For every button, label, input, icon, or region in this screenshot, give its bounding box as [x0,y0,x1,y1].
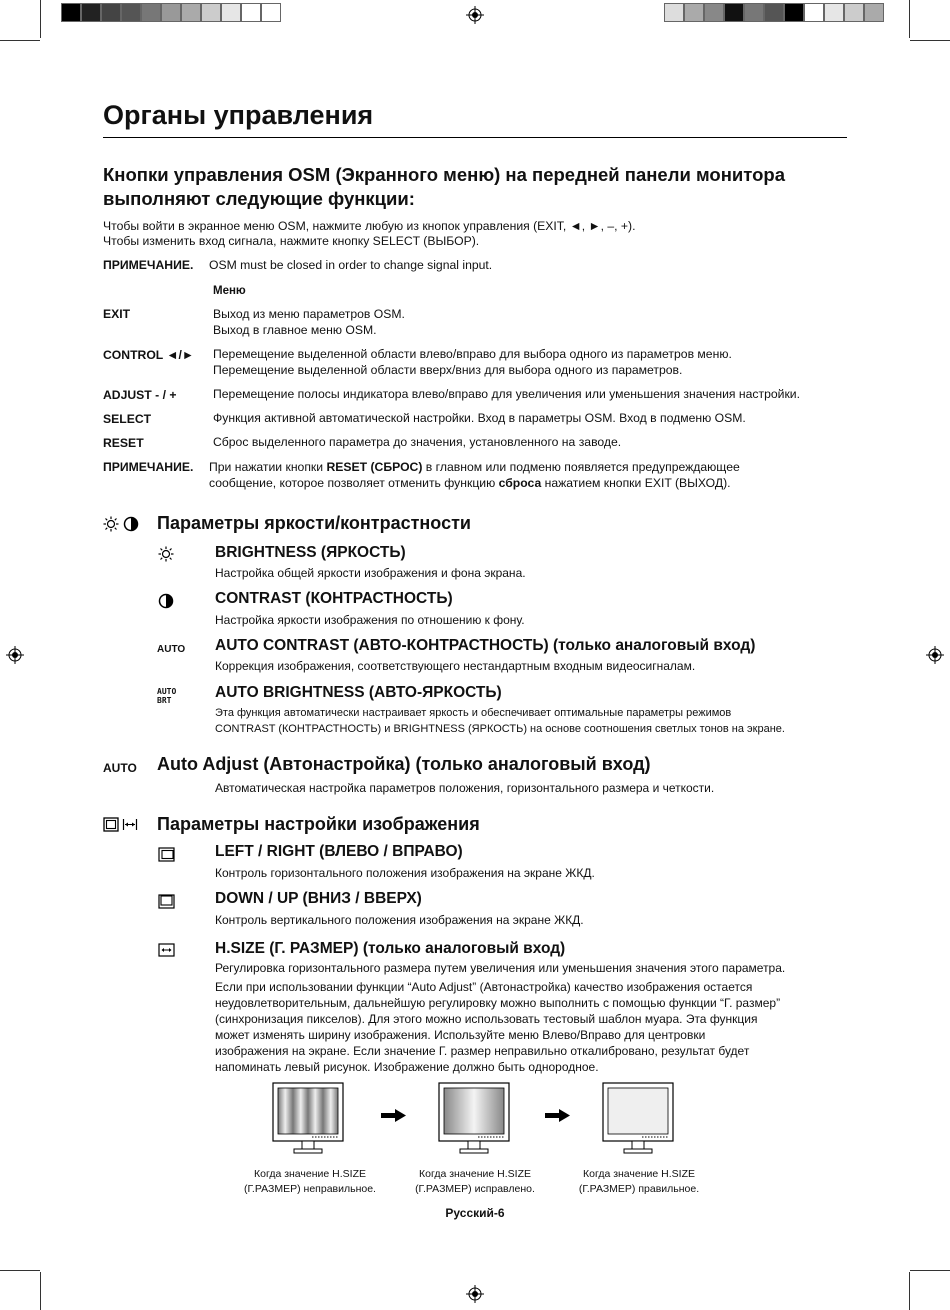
contrast-icon [123,516,139,532]
section-title-brightness: Параметры яркости/контрастности [157,513,471,533]
item-desc: может изменять ширину изображения. Используйте меню Влево/Вправо для центровки [215,1028,706,1042]
item-title: LEFT / RIGHT (ВЛЕВО / ВПРАВО) [215,843,463,860]
control-label-exit: EXIT [103,307,131,321]
figure-caption: Когда значение H.SIZE (Г.РАЗМЕР) правильное. [578,1168,700,1195]
item-title: BRIGHTNESS (ЯРКОСТЬ) [215,544,406,561]
brightness-icon [103,516,119,532]
item-desc: Настройка яркости изображения по отношению к фону. [215,613,525,627]
figure-caption: Когда значение H.SIZE (Г.РАЗМЕР) исправлено. [415,1168,535,1195]
item-desc: Настройка общей яркости изображения и фона экрана. [215,566,526,580]
item-title: H.SIZE (Г. РАЗМЕР) (только аналоговый вход) [215,940,566,957]
monitor-image-correct [602,1082,674,1162]
item-desc: напоминать левый рисунок. Изображение должно быть однородное. [215,1060,599,1074]
crop-mark [909,0,910,38]
auto-contrast-icon: AUTO [157,644,186,655]
left-right-icon [158,847,175,862]
section-title-image: Параметры настройки изображения [157,814,480,834]
intro-line-1: Чтобы войти в экранное меню OSM, нажмите любую из кнопок управления (EXIT, ◄, ►, –, +). [103,219,636,233]
arrow-right-icon [381,1109,406,1122]
note-label: ПРИМЕЧАНИЕ. [103,460,194,474]
color-bar-left [61,3,281,22]
control-label-control: CONTROL ◄/► [103,348,194,362]
item-desc: Если при использовании функции “Auto Adjust” (Автонастройка) качество изображения остается [215,980,753,994]
monitor-image-corrected [438,1082,510,1162]
page-number: Русский-6 [445,1206,505,1220]
control-desc: Выход из меню параметров OSM. [213,307,405,321]
monitor-image-incorrect [272,1082,344,1162]
item-desc: Коррекция изображения, соответствующего нестандартным входным видеосигналам. [215,659,696,673]
control-desc: Сброс выделенного параметра до значения, установленного на заводе. [213,435,622,449]
crop-mark [40,1272,41,1310]
crop-mark [910,40,950,41]
page-title: Органы управления [103,100,374,130]
title-rule [103,137,847,138]
registration-mark-icon [466,1285,484,1303]
note-text-line-1: При нажатии кнопки RESET (СБРОС) в главном или подменю появляется предупреждающее [209,460,740,474]
note-text: OSM must be closed in order to change signal input. [209,258,493,272]
image-position-icon [103,817,119,832]
control-label-adjust: ADJUST - / + [103,388,177,402]
section-subheading: Кнопки управления OSM (Экранного меню) на передней панели монитора выполняют следующие функции: [103,164,785,209]
control-desc: Перемещение выделенной области влево/вправо для выбора одного из параметров меню. [213,347,732,361]
menu-header: Меню [213,285,246,297]
item-title: DOWN / UP (ВНИЗ / ВВЕРХ) [215,890,422,907]
item-desc: (синхронизация пикселов). Для этого можно использовать тестовый шаблон муара. Эта функция [215,1012,758,1026]
arrow-right-icon [545,1109,570,1122]
item-desc: Автоматическая настройка параметров положения, горизонтального размера и четкости. [215,781,715,795]
item-title: CONTRAST (КОНТРАСТНОСТЬ) [215,590,453,607]
item-desc: Контроль горизонтального положения изображения на экране ЖКД. [215,866,595,880]
item-title: AUTO BRIGHTNESS (АВТО-ЯРКОСТЬ) [215,684,502,701]
crop-mark [910,1270,950,1271]
figure-caption: Когда значение H.SIZE (Г.РАЗМЕР) неправильное. [244,1168,376,1195]
item-desc: Эта функция автоматически настраивает яркость и обеспечивает оптимальные параметры режимов [215,707,732,719]
contrast-icon [158,593,174,609]
control-desc: Выход в главное меню OSM. [213,323,377,337]
control-desc: Перемещение выделенной области вверх/вниз для выбора одного из параметров. [213,363,683,377]
control-desc: Перемещение полосы индикатора влево/вправо для увеличения или уменьшения значения настройки. [213,387,800,401]
note-label: ПРИМЕЧАНИЕ. [103,258,194,272]
hsize-icon [158,943,175,957]
crop-mark [0,1270,40,1271]
color-bar-right [664,3,884,22]
item-desc: Контроль вертикального положения изображения на экране ЖКД. [215,913,584,927]
auto-adjust-icon: AUTO [103,761,137,775]
crop-mark [909,1272,910,1310]
item-desc: изображения на экране. Если значение Г. размер неправильно откалибровано, результат будет [215,1044,750,1058]
brightness-icon [158,546,174,562]
note-text-line-2: сообщение, которое позволяет отменить функцию сброса нажатием кнопки EXIT (ВЫХОД). [209,476,731,490]
registration-mark-icon [6,646,24,664]
control-desc: Функция активной автоматической настройки. Вход в параметры OSM. Вход в подменю OSM. [213,411,746,425]
control-label-select: SELECT [103,412,152,426]
auto-brightness-icon: AUTO BRT [157,687,177,705]
item-desc: Регулировка горизонтального размера путем увеличения или уменьшения значения этого параметра. [215,961,786,975]
item-title: AUTO CONTRAST (АВТО-КОНТРАСТНОСТЬ) (только аналоговый вход) [215,637,756,654]
item-desc: CONTRAST (КОНТРАСТНОСТЬ) и BRIGHTNESS (ЯРКОСТЬ) на основе соотношения светлых тонов на экране. [215,723,785,735]
crop-mark [0,40,40,41]
control-label-reset: RESET [103,436,144,450]
intro-line-2: Чтобы изменить вход сигнала, нажмите кнопку SELECT (ВЫБОР). [103,234,480,248]
crop-mark [40,0,41,38]
hsize-icon [122,817,138,832]
registration-mark-icon [466,6,484,24]
item-desc: неудовлетворительным, дальнейшую регулировку можно выполнить с помощью функции “Г. размер” [215,996,781,1010]
down-up-icon [158,894,175,909]
registration-mark-icon [926,646,944,664]
section-title-auto-adjust: Auto Adjust (Автонастройка) (только аналоговый вход) [157,754,651,774]
